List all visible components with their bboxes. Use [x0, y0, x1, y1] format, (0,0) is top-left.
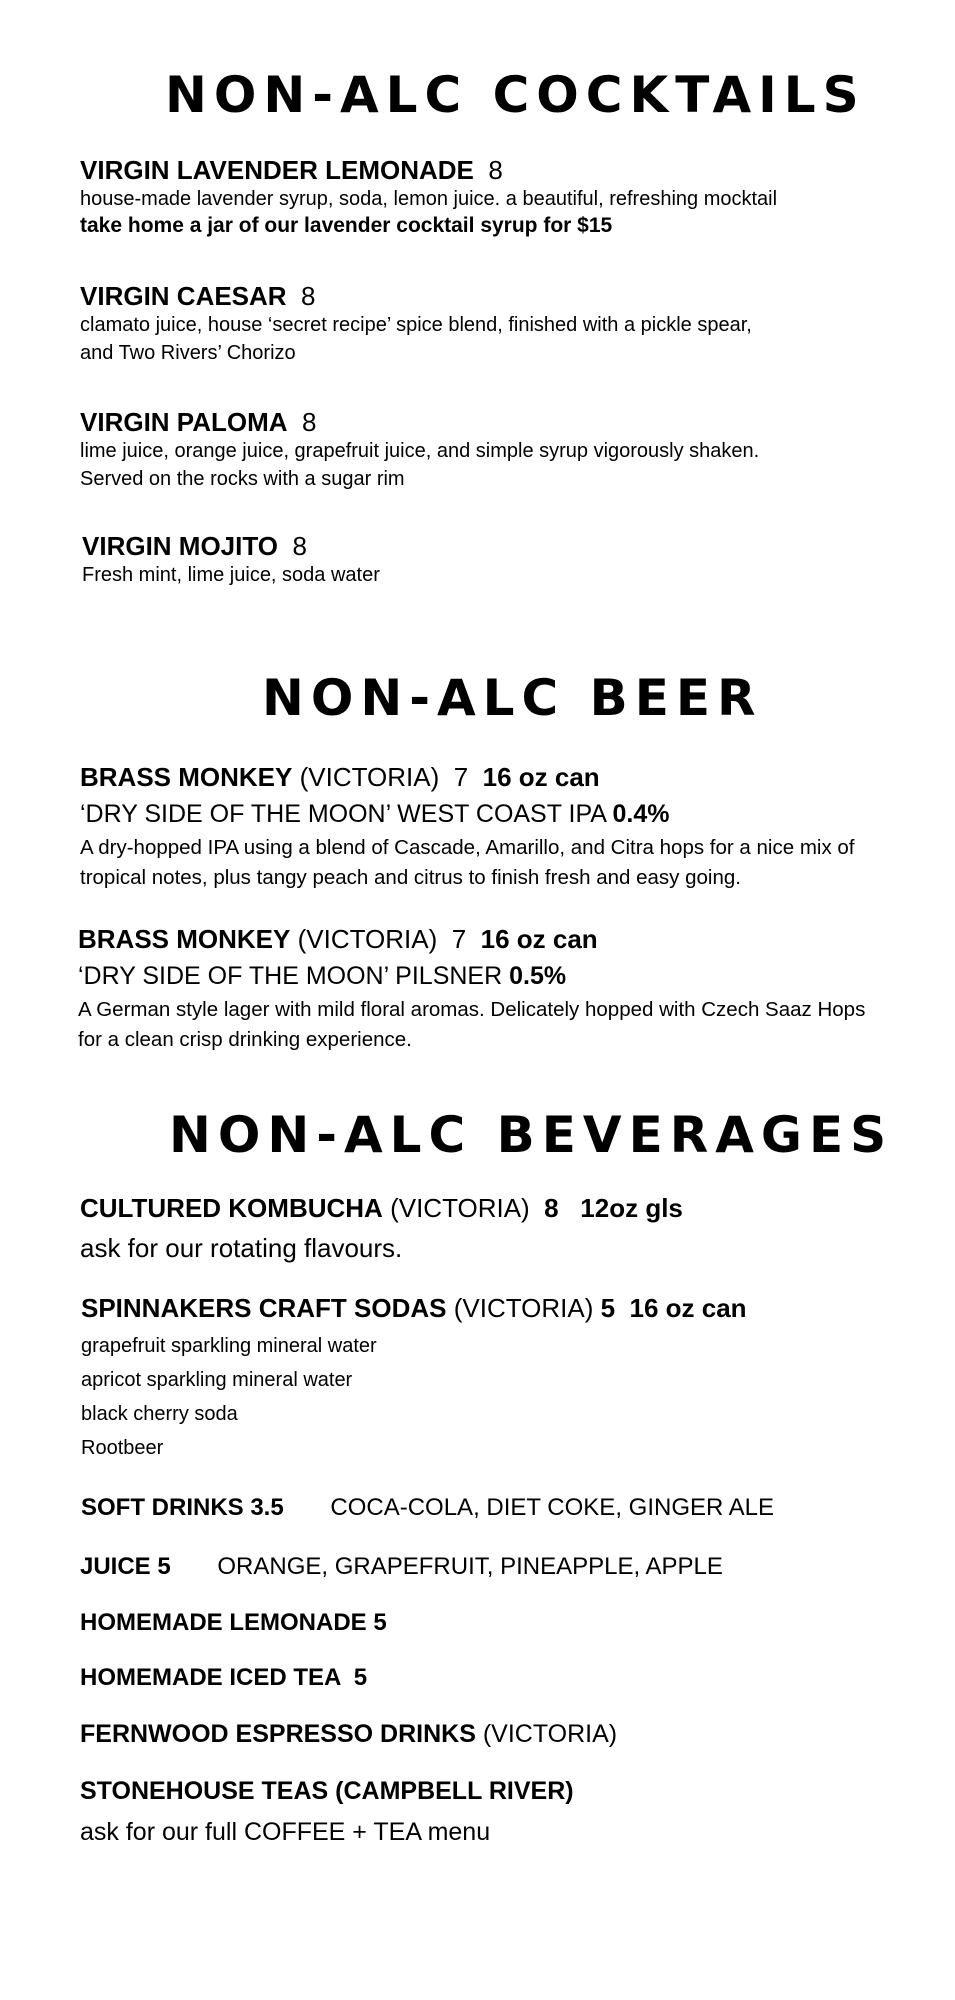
item-name: VIRGIN CAESAR	[80, 281, 287, 311]
description-line: A German style lager with mild floral aromas. Delicately hopped with Czech Saaz Hops	[78, 998, 866, 1021]
description-line: A dry-hopped IPA using a blend of Cascade, Amarillo, and Citra hops for a nice mix of	[80, 836, 855, 859]
beer-style-line	[80, 802, 855, 827]
menu-item-juice	[80, 1553, 723, 1581]
menu-item-brass-monkey-pilsner	[78, 926, 865, 1055]
sodas-size: 16 oz can	[629, 1293, 747, 1323]
coffee-tea-menu-note: ask for our full COFFEE + TEA menu	[80, 1818, 491, 1846]
beer-brand: BRASS MONKEY	[80, 762, 293, 792]
beer-abv: 0.5%	[509, 962, 567, 990]
beer-price: 7	[453, 762, 469, 792]
juice-label: JUICE 5	[80, 1553, 171, 1580]
item-description	[80, 185, 777, 213]
menu-item-virgin-lavender-lemonade	[80, 157, 777, 236]
menu-item-homemade-lemonade: HOMEMADE LEMONADE 5	[80, 1609, 387, 1636]
item-price: 8	[488, 155, 503, 185]
item-description	[80, 437, 759, 493]
item-name-line	[80, 157, 777, 183]
kombucha-price: 8	[544, 1193, 559, 1223]
beer-title-line	[78, 926, 865, 952]
sodas-name: SPINNAKERS CRAFT SODAS	[81, 1293, 447, 1323]
syrup-offer-note: take home a jar of our lavender cocktail syrup for $15	[80, 214, 613, 237]
menu-item-brass-monkey-ipa	[80, 764, 855, 893]
beer-price: 7	[451, 924, 467, 954]
beer-style: ‘DRY SIDE OF THE MOON’ WEST COAST IPA	[80, 800, 606, 828]
description-line: for a clean crisp drinking experience.	[78, 1028, 412, 1051]
menu-item-cultured-kombucha	[80, 1195, 683, 1261]
item-name-line	[82, 533, 380, 559]
kombucha-note: ask for our rotating flavours.	[80, 1233, 403, 1263]
item-description	[82, 561, 380, 589]
item-price: 8	[301, 281, 316, 311]
flavour-item: grapefruit sparkling mineral water	[81, 1335, 377, 1357]
flavour-item: apricot sparkling mineral water	[81, 1369, 353, 1391]
kombucha-name: CULTURED KOMBUCHA	[80, 1193, 383, 1223]
beer-origin: (VICTORIA)	[297, 924, 438, 954]
kombucha-title-line	[80, 1195, 683, 1221]
menu-item-virgin-paloma	[80, 409, 759, 493]
item-price: 8	[301, 407, 317, 437]
soft-drinks-label: SOFT DRINKS 3.5	[81, 1494, 284, 1521]
item-name: VIRGIN MOJITO	[82, 531, 278, 561]
beer-size: 16 oz can	[482, 762, 600, 792]
beer-description	[80, 833, 855, 893]
beer-heading: NON-ALC BEER	[262, 669, 763, 727]
menu-item-virgin-mojito	[82, 533, 380, 589]
beer-style: ‘DRY SIDE OF THE MOON’ PILSNER	[78, 962, 503, 990]
menu-item-virgin-caesar	[80, 283, 752, 367]
beer-origin: (VICTORIA)	[299, 762, 440, 792]
menu-item-homemade-iced-tea: HOMEMADE ICED TEA 5	[80, 1664, 368, 1691]
beer-title-line	[80, 764, 855, 790]
item-name-line	[80, 409, 759, 435]
beer-size: 16 oz can	[480, 924, 598, 954]
menu-item-soft-drinks	[81, 1494, 774, 1522]
menu-item-spinnakers-craft-sodas	[81, 1295, 747, 1465]
item-name: VIRGIN PALOMA	[80, 407, 288, 437]
item-price: 8	[292, 531, 307, 561]
menu-item-fernwood-espresso	[80, 1720, 617, 1749]
description-line: Served on the rocks with a sugar rim	[80, 468, 405, 490]
menu-item-stonehouse-teas: STONEHOUSE TEAS (CAMPBELL RIVER)	[80, 1777, 574, 1805]
description-line: and Two Rivers’ Chorizo	[80, 342, 296, 364]
beer-abv: 0.4%	[612, 800, 670, 828]
soft-drinks-options: COCA-COLA, DIET COKE, GINGER ALE	[330, 1494, 775, 1521]
beer-description	[78, 995, 865, 1055]
description-line: lime juice, orange juice, grapefruit juice, and simple syrup vigorously shaken.	[80, 440, 760, 462]
beer-style-line	[78, 964, 865, 989]
beverages-heading: NON-ALC BEVERAGES	[169, 1106, 894, 1164]
description-line: clamato juice, house ‘secret recipe’ spice blend, finished with a pickle spear,	[80, 314, 752, 336]
description-line: Fresh mint, lime juice, soda water	[82, 564, 380, 586]
juice-options: ORANGE, GRAPEFRUIT, PINEAPPLE, APPLE	[217, 1553, 723, 1580]
description-line: house-made lavender syrup, soda, lemon juice. a beautiful, refreshing mocktail	[80, 188, 778, 210]
espresso-origin: (VICTORIA)	[482, 1720, 618, 1748]
sodas-title-line	[81, 1295, 747, 1321]
item-name-line	[80, 283, 752, 309]
cocktails-heading: NON-ALC COCKTAILS	[165, 66, 866, 124]
kombucha-origin: (VICTORIA)	[390, 1193, 530, 1223]
kombucha-size: 12oz gls	[580, 1193, 683, 1223]
espresso-name: FERNWOOD ESPRESSO DRINKS	[80, 1720, 476, 1748]
sodas-origin: (VICTORIA)	[453, 1293, 594, 1323]
item-name: VIRGIN LAVENDER LEMONADE	[80, 155, 474, 185]
beer-brand: BRASS MONKEY	[78, 924, 291, 954]
sodas-flavour-list	[81, 1329, 747, 1465]
flavour-item: black cherry soda	[81, 1403, 238, 1425]
sodas-price: 5	[600, 1293, 616, 1323]
description-line: tropical notes, plus tangy peach and citrus to finish fresh and easy going.	[80, 866, 741, 889]
flavour-item: Rootbeer	[81, 1437, 164, 1459]
item-description	[80, 311, 752, 367]
